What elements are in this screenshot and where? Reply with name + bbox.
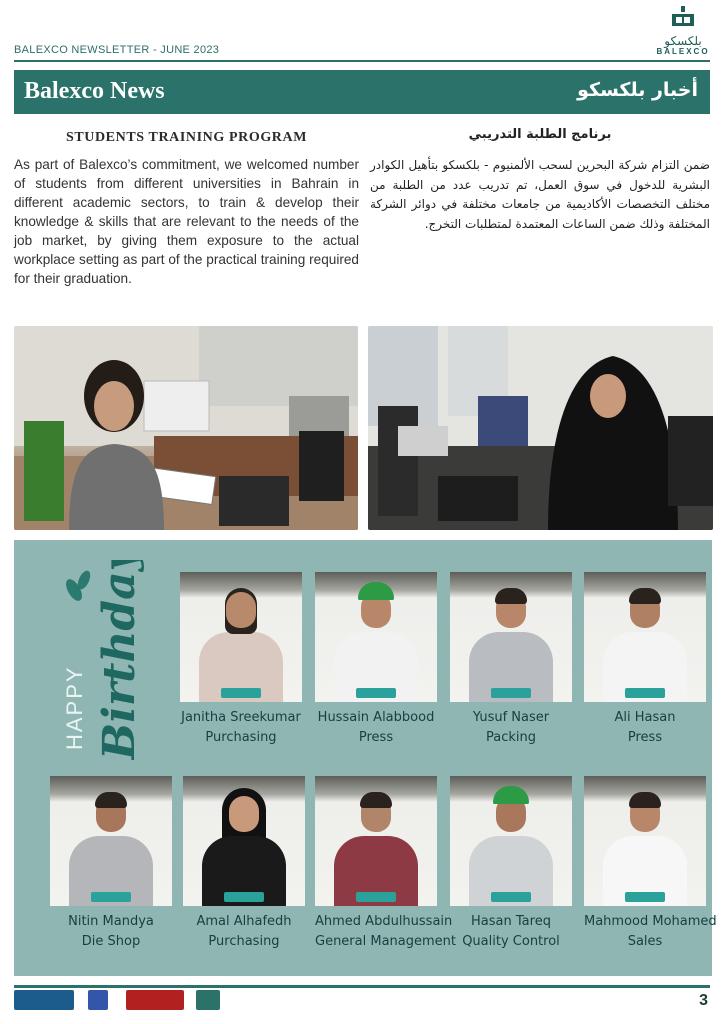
employee-department: Sales [627,934,663,949]
banner-title-arabic: أخبار بلكسكو [577,79,698,101]
leaf-ornament-icon [63,569,93,604]
employee-caption [450,708,572,748]
employee-department: Packing [485,730,536,745]
newsletter-label: BALEXCO NEWSLETTER - JUNE 2023 [14,44,220,56]
birthday-section [14,540,717,976]
employee-photo [180,572,302,702]
employee-photo [584,776,706,906]
employee-caption [180,708,302,748]
gift-box-icon [625,688,665,698]
balexco-logo [650,6,716,64]
employee-name: Yusuf Naser [472,710,550,725]
employee-name: Mahmood Mohamed [584,914,717,929]
employee-photo [584,572,706,702]
article-title-arabic: برنامج الطلبة التدريبي [468,127,612,142]
bureau-veritas-badge-icon [126,990,184,1010]
employee-name: Nitin Mandya [68,914,154,929]
gift-box-icon [491,688,531,698]
certification-badge-icon [88,990,108,1010]
gift-box-icon [625,892,665,902]
employee-department: Purchasing [205,730,277,745]
training-photo-student-1 [14,326,358,530]
gift-box-icon [356,892,396,902]
award-badge-icon [196,990,220,1010]
employee-caption [584,708,706,748]
employee-department: Press [358,730,394,745]
employee-photo [183,776,305,906]
employee-department: General Management [315,934,457,949]
employee-photo [315,572,437,702]
employee-caption [315,708,437,748]
banner-title-english: Balexco News [24,78,165,104]
section-banner [14,70,710,114]
gift-box-icon [356,688,396,698]
balexco-logo-icon [670,6,696,28]
footer-divider [14,985,710,988]
birthday-card [450,776,572,952]
employee-caption [450,912,572,952]
birthday-card [315,572,437,748]
gift-box-icon [91,892,131,902]
training-photo-illustration [368,326,713,530]
birthday-card [584,572,706,748]
birthday-card [183,776,305,952]
page-number: 3 [699,992,708,1009]
employee-department: Press [627,730,663,745]
employee-caption [315,912,457,952]
employee-photo [50,776,172,906]
employee-name: Hasan Tareq [471,914,551,929]
employee-photo [450,572,572,702]
employee-caption [50,912,172,952]
happy-text: HAPPY [62,665,87,750]
birthday-text: Birthday [94,560,145,760]
qualicoat-badge-icon [14,990,74,1010]
birthday-card [584,776,717,952]
employee-caption [584,912,717,952]
birthday-card [450,572,572,748]
birthday-card [315,776,457,952]
employee-name: Janitha Sreekumar [181,710,301,725]
employee-department: Die Shop [81,934,141,949]
article-body-english: As part of Balexco’s commitment, we welcomed number of students from different universities in Bahrain in different academic sectors, to train & develop their knowledge & skills that are relevant to the needs of the job market, by giving them exposure to the actual workplace setting as part of the practical training required for their graduation. [14,157,359,286]
training-photo-illustration [14,326,358,530]
logo-text-arabic: بلكسكو [664,34,702,48]
header-divider [14,60,710,62]
gift-box-icon [221,688,261,698]
article-title-english: STUDENTS TRAINING PROGRAM [65,130,308,145]
employee-department: Quality Control [462,934,560,949]
article-body-arabic: ضمن التزام شركة البحرين لسحب الألمنيوم - بلكسكو بتأهيل الكوادر البشرية للدخول في سوق العمل، تم تدريب عدد من الطلبة من مختلف التخصصات الأكاديمية من جامعات مختلفة في دوائر الشركة المختلفة وذلك ضمن الساعات المعتمدة لمتطلبات التخرج. [370,158,710,231]
employee-name: Amal Alhafedh [196,914,292,929]
birthday-card [180,572,302,748]
employee-department: Purchasing [208,934,280,949]
training-photo-student-2 [368,326,713,530]
birthday-card [50,776,172,952]
employee-name: Hussain Alabbood [317,710,435,725]
employee-name: Ali Hasan [614,710,676,725]
employee-caption [183,912,305,952]
gift-box-icon [224,892,264,902]
logo-text-english: BALEXCO [656,47,710,56]
employee-name: Ahmed Abdulhussain [315,914,453,929]
gift-box-icon [491,892,531,902]
employee-photo [450,776,572,906]
happy-birthday-heading [54,560,164,760]
employee-photo [315,776,437,906]
